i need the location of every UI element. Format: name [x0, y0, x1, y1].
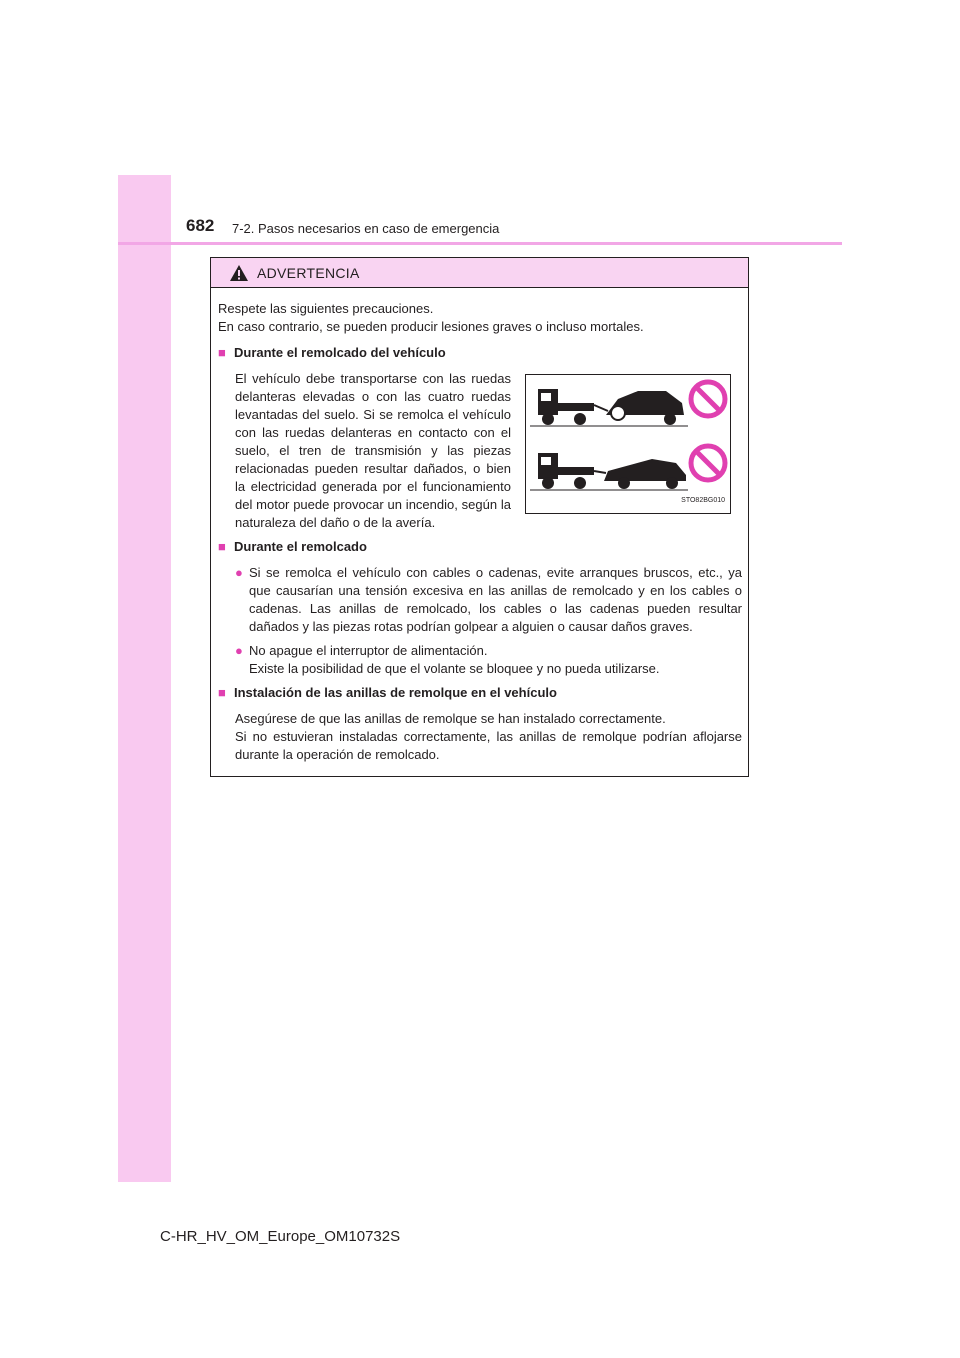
warning-triangle-icon	[229, 264, 249, 282]
prohibited-sign-icon	[691, 382, 725, 416]
header-rule	[118, 242, 842, 245]
tow-truck-front-lift	[530, 389, 688, 426]
bullet-item: ● No apague el interruptor de alimentación. Existe la posibilidad de que el volante se bloquee y no pueda utilizarse.	[235, 643, 660, 676]
side-color-band	[118, 175, 171, 1182]
square-bullet-icon: ■	[218, 539, 226, 554]
section-title: 7-2. Pasos necesarios en caso de emergencia	[232, 221, 500, 236]
warning-body	[211, 288, 748, 764]
document-code: C-HR_HV_OM_Europe_OM10732S	[160, 1228, 401, 1245]
page-number: 682	[186, 216, 215, 235]
warning-header	[211, 258, 748, 288]
circle-bullet-icon: ●	[235, 643, 243, 658]
prohibited-sign-icon	[691, 446, 725, 480]
warning-title: ADVERTENCIA	[257, 264, 360, 281]
circle-bullet-icon: ●	[235, 565, 243, 580]
towing-vehicle-row	[235, 370, 742, 532]
towing-vehicle-text: El vehículo debe transportarse con las ruedas delanteras elevadas o con las cuatro ruedas levantadas del suelo. Si se remolca el vehículo con las ruedas delanteras en contacto con el suelo, el tren de transmisión y las piezas relacionadas pueden resultar dañados, o bien la electricidad generada por el funcionamiento del motor puede provocar un incendio, según la naturaleza del daño o de la avería.	[235, 371, 511, 530]
tow-eyelet-text: Asegúrese de que las anillas de remolque se han instalado correctamente. Si no estuvieran instaladas correctamente, las anillas de remolque podrían aflojarse durante la operación de remolcado.	[235, 711, 742, 762]
warning-intro: Respete las siguientes precauciones. En caso contrario, se pueden producir lesiones graves o incluso mortales.	[218, 301, 644, 334]
warning-box	[210, 257, 749, 777]
heading-towing-vehicle: ■ Durante el remolcado del vehículo	[218, 345, 446, 360]
square-bullet-icon: ■	[218, 345, 226, 360]
heading-tow-eyelet-installation: ■ Instalación de las anillas de remolque en el vehículo	[218, 685, 557, 700]
bullet-item: ● Si se remolca el vehículo con cables o cadenas, evite arranques bruscos, etc., ya que causarían una tensión excesiva en las anillas de remolcado y en los cables o cadenas. Las anillas de remolcado, los cables o las cadenas pueden resultar dañados y las piezas rotas podrían golpear a alguien o causar daños graves.	[235, 565, 742, 634]
towing-illustration	[525, 374, 731, 514]
tow-truck-rear-lift	[530, 453, 688, 490]
figure-code: STO82BG010	[681, 497, 725, 504]
heading-during-towing: ■ Durante el remolcado	[218, 539, 367, 554]
square-bullet-icon: ■	[218, 685, 226, 700]
